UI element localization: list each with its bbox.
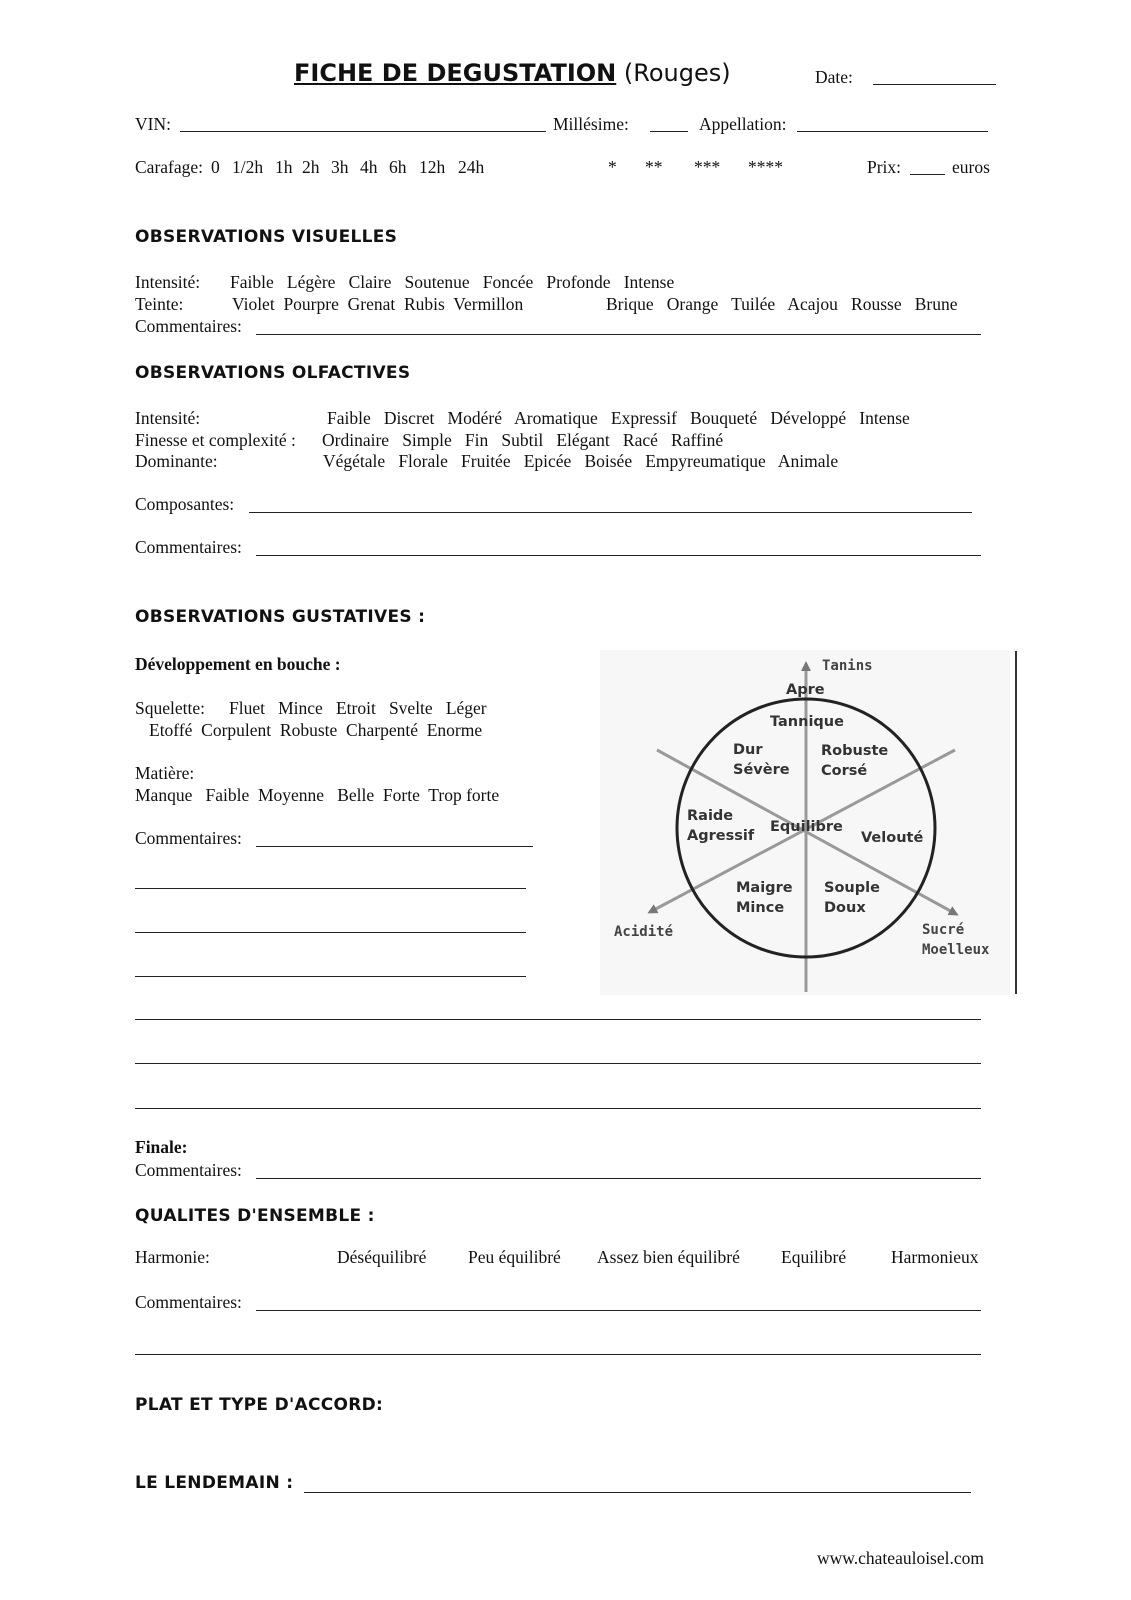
option[interactable]: Fin <box>464 430 489 450</box>
option[interactable]: Profonde <box>546 272 611 292</box>
option[interactable]: Etroit <box>335 698 376 718</box>
gustatives-line[interactable] <box>135 1019 981 1020</box>
option[interactable]: Subtil <box>501 430 544 450</box>
option[interactable]: Légère <box>286 272 336 292</box>
carafage-option[interactable]: 2h <box>302 157 320 177</box>
option[interactable]: Faible <box>327 408 371 428</box>
option[interactable]: Acajou <box>787 294 838 314</box>
vin-field[interactable] <box>180 131 546 132</box>
carafage-option[interactable]: 24h <box>458 157 485 177</box>
harmonie-label: Harmonie: <box>135 1247 210 1267</box>
option[interactable]: Claire <box>348 272 392 292</box>
qualites-commentaires-field[interactable] <box>256 1310 981 1311</box>
lendemain-field[interactable] <box>304 1492 971 1493</box>
option[interactable]: Boisée <box>584 451 633 471</box>
carafage-option[interactable]: 1/2h <box>232 157 264 177</box>
gustatives-line[interactable] <box>135 888 526 889</box>
section-heading-plat: PLAT ET TYPE D'ACCORD: <box>135 1395 384 1415</box>
option[interactable]: Faible <box>205 785 250 805</box>
gustatives-line[interactable] <box>135 932 526 933</box>
star-rating-4[interactable]: **** <box>748 157 783 177</box>
section-heading-gustatives: OBSERVATIONS GUSTATIVES : <box>135 607 426 627</box>
option[interactable]: Mince <box>278 698 323 718</box>
option[interactable]: Brune <box>914 294 958 314</box>
appellation-label: Appellation: <box>699 114 787 134</box>
carafage-option[interactable]: 12h <box>419 157 446 177</box>
developpement-label: Développement en bouche : <box>135 654 341 674</box>
wheel-label-sucre: Sucré <box>922 922 965 938</box>
carafage-option[interactable]: 3h <box>331 157 349 177</box>
visuelles-commentaires-field[interactable] <box>256 334 981 335</box>
squelette-options-1 <box>229 700 487 718</box>
option[interactable]: Orange <box>666 294 719 314</box>
option[interactable]: Foncée <box>482 272 534 292</box>
section-heading-visuelles: OBSERVATIONS VISUELLES <box>135 227 398 247</box>
wheel-label-corse: Corsé <box>821 763 868 779</box>
olfactives-composantes-field[interactable] <box>249 512 972 513</box>
option[interactable]: Corpulent <box>201 720 272 740</box>
carafage-option[interactable]: 6h <box>389 157 407 177</box>
wheel-label-doux: Doux <box>824 900 866 916</box>
option[interactable]: Empyreumatique <box>645 451 766 471</box>
option[interactable]: Pourpre <box>283 294 339 314</box>
wheel-label-acidite: Acidité <box>614 924 674 940</box>
option[interactable]: Etoffé <box>149 720 193 740</box>
olfactives-composantes-label: Composantes: <box>135 494 235 514</box>
date-field[interactable] <box>873 84 996 85</box>
vin-label: VIN: <box>135 114 171 134</box>
wheel-border-line <box>1015 651 1017 994</box>
footer-website-link[interactable]: www.chateauloisel.com <box>817 1548 985 1568</box>
option[interactable]: Forte <box>382 785 420 805</box>
millesime-label: Millésime: <box>553 114 629 134</box>
option[interactable]: Raffiné <box>671 430 724 450</box>
prix-unit: euros <box>952 157 990 177</box>
gustatives-line[interactable] <box>135 1108 981 1109</box>
section-heading-lendemain: LE LENDEMAIN : <box>135 1473 294 1493</box>
taste-wheel-diagram <box>600 650 1020 1000</box>
title-main: FICHE DE DEGUSTATION <box>294 59 617 87</box>
olfactives-commentaires-label: Commentaires: <box>135 537 242 557</box>
option[interactable]: Modéré <box>447 408 502 428</box>
wheel-label-tanins: Tanins <box>822 658 873 674</box>
option[interactable]: Vermillon <box>453 294 524 314</box>
finale-label: Finale: <box>135 1137 188 1157</box>
wheel-label-souple: Souple <box>824 880 880 896</box>
option[interactable]: Robuste <box>279 720 338 740</box>
option[interactable]: Tuilée <box>731 294 776 314</box>
option[interactable]: Faible <box>230 272 274 292</box>
millesime-field[interactable] <box>650 131 688 132</box>
option[interactable]: Léger <box>445 698 487 718</box>
option[interactable]: Simple <box>402 430 452 450</box>
option[interactable]: Bouqueté <box>690 408 758 428</box>
option[interactable]: Charpenté <box>346 720 418 740</box>
appellation-field[interactable] <box>797 131 988 132</box>
section-heading-olfactives: OBSERVATIONS OLFACTIVES <box>135 363 411 383</box>
visuelles-intensite-label: Intensité: <box>135 272 201 292</box>
option[interactable]: Florale <box>398 451 448 471</box>
matiere-options <box>135 787 499 805</box>
wheel-label-moelleux: Moelleux <box>922 942 990 958</box>
gustatives-line[interactable] <box>135 1063 981 1064</box>
olfactives-commentaires-field[interactable] <box>256 555 981 556</box>
harmonie-option[interactable]: Peu équilibré <box>468 1247 561 1267</box>
wheel-label-maigre: Maigre <box>736 880 793 896</box>
title-sub: (Rouges) <box>623 59 731 87</box>
option[interactable]: Végétale <box>323 451 386 471</box>
olfactives-finesse-options <box>322 432 723 450</box>
wheel-label-raide: Raide <box>687 808 734 824</box>
option[interactable]: Fruitée <box>461 451 511 471</box>
wheel-label-tannique: Tannique <box>770 714 844 730</box>
option[interactable]: Rubis <box>403 294 445 314</box>
option[interactable]: Enorme <box>426 720 483 740</box>
option[interactable]: Violet <box>232 294 275 314</box>
option[interactable]: Epicée <box>523 451 572 471</box>
gustatives-commentaires-label: Commentaires: <box>135 828 242 848</box>
olfactives-dominante-label: Dominante: <box>135 451 218 471</box>
visuelles-teinte-label: Teinte: <box>135 294 184 314</box>
option[interactable]: Grenat <box>347 294 396 314</box>
matiere-label: Matière: <box>135 763 195 783</box>
page-title <box>294 61 731 85</box>
olfactives-dominante-options <box>323 453 838 471</box>
carafage-option[interactable]: 1h <box>275 157 293 177</box>
harmonie-option[interactable]: Equilibré <box>781 1247 847 1267</box>
option[interactable]: Intense <box>623 272 675 292</box>
section-heading-qualites: QUALITES D'ENSEMBLE : <box>135 1206 375 1226</box>
date-label: Date: <box>815 67 853 87</box>
option[interactable]: Belle <box>337 785 375 805</box>
harmonie-option[interactable]: Assez bien équilibré <box>597 1247 740 1267</box>
option[interactable]: Fluet <box>229 698 265 718</box>
squelette-label: Squelette: <box>135 698 205 718</box>
finale-commentaires-field[interactable] <box>256 1178 981 1179</box>
wheel-label-equilibre: Equilibre <box>770 819 843 835</box>
option[interactable]: Manque <box>135 785 193 805</box>
option[interactable]: Aromatique <box>514 408 598 428</box>
visuelles-intensite-options <box>230 274 674 292</box>
option[interactable]: Discret <box>383 408 435 428</box>
star-rating-2[interactable]: ** <box>645 157 663 177</box>
wheel-label-dur: Dur <box>733 742 763 758</box>
wheel-label-apre: Apre <box>786 682 825 698</box>
option[interactable]: Racé <box>622 430 658 450</box>
finale-commentaires-label: Commentaires: <box>135 1160 242 1180</box>
gustatives-line[interactable] <box>135 976 526 977</box>
wheel-label-agressif: Agressif <box>687 828 755 844</box>
olfactives-finesse-label: Finesse et complexité : <box>135 430 296 450</box>
prix-label: Prix: <box>867 157 902 177</box>
squelette-options-2 <box>149 722 482 740</box>
olfactives-intensite-label: Intensité: <box>135 408 201 428</box>
option[interactable]: Animale <box>777 451 839 471</box>
carafage-label: Carafage: <box>135 157 204 177</box>
harmonie-option[interactable]: Déséquilibré <box>337 1247 427 1267</box>
option[interactable]: Svelte <box>388 698 433 718</box>
prix-field[interactable] <box>910 174 945 175</box>
visuelles-commentaires-label: Commentaires: <box>135 316 242 336</box>
wheel-label-veloute: Velouté <box>861 830 924 846</box>
option[interactable]: Rousse <box>851 294 902 314</box>
option[interactable]: Expressif <box>610 408 677 428</box>
visuelles-teinte-options-2 <box>606 296 958 314</box>
option[interactable]: Ordinaire <box>322 430 390 450</box>
olfactives-intensite-options <box>327 410 910 428</box>
carafage-option[interactable]: 0 <box>211 157 220 177</box>
option[interactable]: Développé <box>770 408 847 428</box>
option[interactable]: Elégant <box>556 430 610 450</box>
option[interactable]: Moyenne <box>257 785 325 805</box>
option[interactable]: Trop forte <box>428 785 500 805</box>
qualites-commentaires-label: Commentaires: <box>135 1292 242 1312</box>
qualites-line[interactable] <box>135 1354 981 1355</box>
wheel-label-robuste: Robuste <box>821 743 889 759</box>
star-rating-1[interactable]: * <box>608 157 617 177</box>
carafage-option[interactable]: 4h <box>360 157 378 177</box>
visuelles-teinte-options-1 <box>232 296 523 314</box>
harmonie-option[interactable]: Harmonieux <box>891 1247 979 1267</box>
wheel-label-severe: Sévère <box>733 762 790 778</box>
star-rating-3[interactable]: *** <box>694 157 721 177</box>
option[interactable]: Intense <box>859 408 910 428</box>
option[interactable]: Soutenue <box>404 272 470 292</box>
gustatives-commentaires-field[interactable] <box>256 846 533 847</box>
wheel-label-mince: Mince <box>736 900 785 916</box>
option[interactable]: Brique <box>606 294 654 314</box>
